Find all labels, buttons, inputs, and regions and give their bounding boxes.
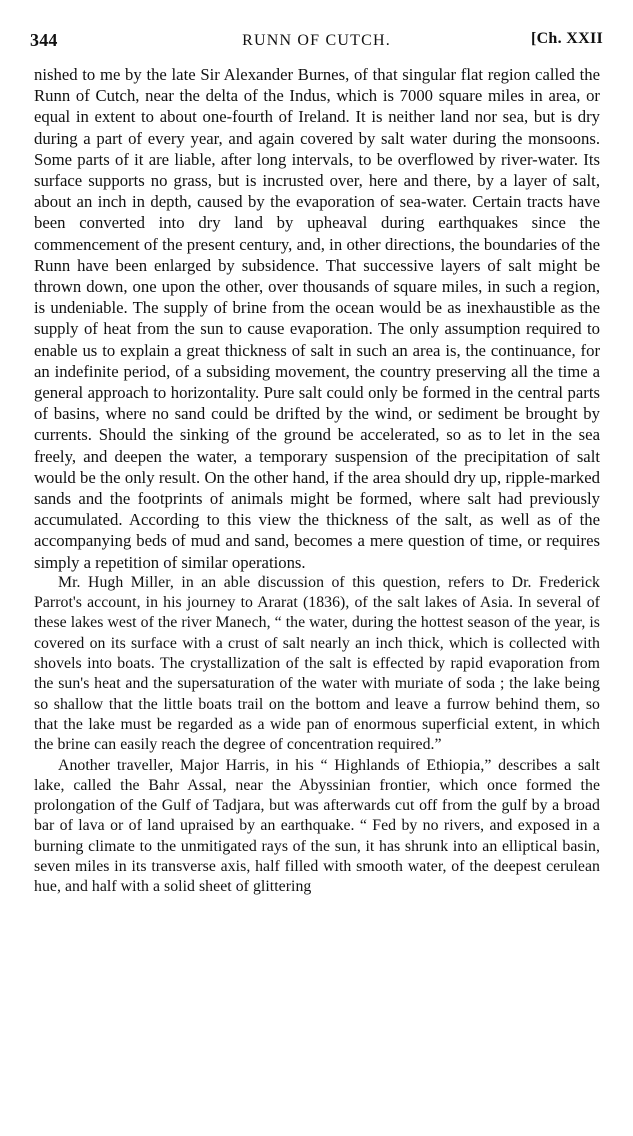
running-title: RUNN OF CUTCH. (242, 32, 391, 49)
paragraph-major-harris: Another traveller, Major Harris, in his “ Highlands of Ethiopia,” describes a salt lake, called the Bahr Assal, near the Abyssinian frontier, which once formed the prolongation of the Gulf of Tadjara, but was afterwards cut off from the gulf by a broad bar of lava or of land upraised by an earthquake. “ Fed by no rivers, and exposed in a burning climate to the unmitigated rays of the sun, it has shrunk into an elliptical basin, seven miles in its transverse axis, half filled with smooth water, of the deepest cerulean hue, and half with a solid sheet of glittering (34, 756, 600, 896)
page-header (30, 28, 603, 54)
main-text (34, 64, 600, 898)
page-number: 344 (30, 30, 58, 50)
chapter-marker: [Ch. XXII (530, 30, 603, 47)
paragraph-runn-of-cutch: nished to me by the late Sir Alexander Burnes, of that singular flat region called the Runn of Cutch, near the delta of the Indus, which is 7000 square miles in area, or equal in extent to about one-fourth of Ireland. It is neither land nor sea, but is dry during a part of every year, and again covered by salt water during the monsoons. Some parts of it are liable, after long intervals, to be overflowed by river-water. Its surface supports no grass, but is incrusted over, here and there, by a layer of salt, about an inch in depth, caused by the evaporation of sea-water. Certain tracts have been converted into dry land by upheaval during earthquakes since the commencement of the present century, and, in other directions, the boundaries of the Runn have been enlarged by subsidence. That successive layers of salt might be thrown down, one upon the other, over thousands of square miles, in such a region, is undeniable. The supply of brine from the ocean would be as inexhaustible as the supply of heat from the sun to cause evaporation. The only assumption required to enable us to explain a great thickness of salt in such an area is, the continuance, for an indefinite period, of a subsiding movement, the country preserving all the time a general approach to horizontality. Pure salt could only be formed in the central parts of basins, where no sand could be drifted by the wind, or sediment be brought by currents. Should the sinking of the ground be accelerated, so as to let in the sea freely, and deepen the water, a temporary suspension of the precipitation of salt would be the only result. On the other hand, if the area should dry up, ripple-marked sands and the footprints of animals might be formed, where salt had previously accumulated. According to this view the thickness of the salt, as well as of the accompanying beds of mud and sand, becomes a mere question of time, or requires simply a repetition of similar operations. (34, 65, 600, 572)
paragraph-hugh-miller: Mr. Hugh Miller, in an able discussion of this question, refers to Dr. Frederick Parrot's account, in his journey to Ararat (1836), of the salt lakes of Asia. In several of these lakes west of the river Manech, “ the water, during the hottest season of the year, is covered on its surface with a crust of salt nearly an inch thick, which is collected with shovels into boats. The crystallization of the salt is effected by rapid evaporation from the sun's heat and the supersaturation of the water with muriate of soda ; the lake being so shallow that the little boats trail on the bottom and leave a furrow behind them, so that the lake must be regarded as a wide pan of enormous superficial extent, in which the brine can easily reach the degree of concentration required.” (34, 573, 600, 754)
